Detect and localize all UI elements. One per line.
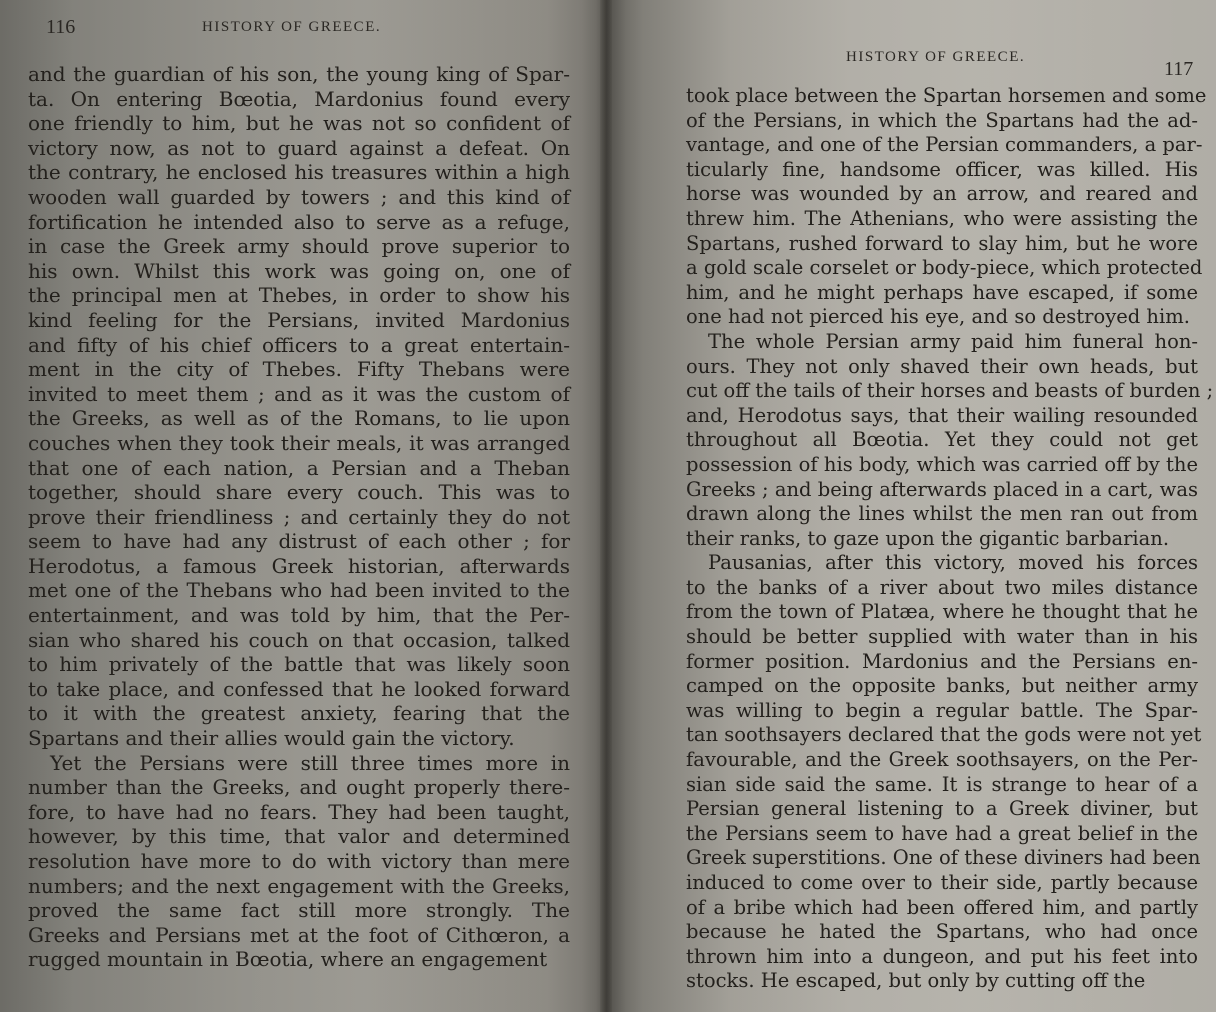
- text-line: victory now, as not to guard against a defeat. On: [28, 135, 570, 160]
- text-line: resolution have more to do with victory than mere: [28, 849, 570, 873]
- left-page: [0, 0, 606, 1012]
- text-line: the Greeks, as well as of the Romans, to lie upon: [28, 406, 570, 431]
- text-line: one had not pierced his eye, and so destroyed him.: [686, 305, 1190, 329]
- text-line: and the guardian of his son, the young king of Spar-: [28, 62, 570, 86]
- text-line: numbers; and the next engagement with the Greeks,: [28, 873, 570, 898]
- text-line: in case the Greek army should prove superior to: [28, 234, 570, 259]
- text-line: tan soothsayers declared that the gods were not yet: [686, 723, 1202, 747]
- text-line: Greeks and Persians met at the foot of Cithœron, a: [28, 922, 570, 947]
- text-line: the Persians seem to have had a great belief in the: [686, 821, 1198, 845]
- text-line: him, and he might perhaps have escaped, if some: [686, 280, 1198, 304]
- text-line: was willing to begin a regular battle. The Spar-: [686, 698, 1198, 722]
- text-line: Greeks ; and being afterwards placed in a cart, was: [686, 477, 1198, 501]
- text-line: vantage, and one of the Persian commanders, a par-: [686, 133, 1203, 157]
- text-line: together, should share every couch. This was to: [28, 480, 570, 505]
- text-line: ment in the city of Thebes. Fifty Thebans were: [28, 357, 570, 382]
- text-line: drawn along the lines whilst the men ran out from: [686, 502, 1198, 526]
- right-running-head: HISTORY OF GREECE.: [846, 49, 1026, 65]
- text-line: and fifty of his chief officers to a great entertain-: [28, 332, 570, 357]
- text-line: kind feeling for the Persians, invited Mardonius: [28, 307, 570, 332]
- text-line: rugged mountain in Bœotia, where an engagement: [28, 947, 548, 972]
- text-line: stocks. He escaped, but only by cutting off the: [686, 969, 1146, 993]
- text-line: to him privately of the battle that was likely soon: [28, 652, 570, 677]
- text-line: to take place, and confessed that he looked forward: [28, 676, 570, 701]
- text-line: thrown him into a dungeon, and put his feet into: [686, 944, 1198, 968]
- text-line: entertainment, and was told by him, that the Per-: [28, 603, 570, 628]
- text-line: camped on the opposite banks, but neither army: [686, 674, 1198, 698]
- text-line: their ranks, to gaze upon the gigantic barbarian.: [686, 526, 1170, 550]
- text-line: Spartans, rushed forward to slay him, but he wore: [686, 231, 1198, 255]
- text-line: from the town of Platæa, where he thought that he: [686, 600, 1198, 624]
- text-line: horse was wounded by an arrow, and reared and: [686, 182, 1198, 206]
- text-line: favourable, and the Greek soothsayers, on the Per-: [686, 748, 1198, 772]
- text-line: Herodotus, a famous Greek historian, afterwards: [28, 553, 570, 578]
- text-line: possession of his body, which was carried off by the: [686, 452, 1198, 476]
- text-line: sian who shared his couch on that occasion, talked: [28, 627, 570, 652]
- text-line: one friendly to him, but he was not so confident of: [28, 111, 570, 136]
- text-line: invited to meet them ; and as it was the custom of: [28, 381, 570, 406]
- left-running-head: HISTORY OF GREECE.: [202, 19, 382, 35]
- text-line: ticularly fine, handsome officer, was killed. His: [686, 157, 1198, 181]
- text-line: a gold scale corselet or body-piece, which protected: [686, 256, 1203, 280]
- text-line: throughout all Bœotia. Yet they could not get: [686, 428, 1198, 452]
- text-line: took place between the Spartan horsemen and some: [686, 84, 1207, 107]
- text-line: Persian general listening to a Greek diviner, but: [686, 797, 1198, 821]
- text-line: fore, to have had no fears. They had been taught,: [28, 799, 570, 824]
- text-line: prove their friendliness ; and certainly they do not: [28, 504, 570, 529]
- text-line: of a bribe which had been offered him, and partly: [686, 895, 1198, 919]
- text-line: Spartans and their allies would gain the victory.: [28, 726, 515, 751]
- text-line: number than the Greeks, and ought properly there-: [28, 775, 570, 800]
- text-line: met one of the Thebans who had been invited to the: [28, 578, 570, 603]
- text-line: induced to come over to their side, partly because: [686, 871, 1198, 894]
- text-line: should be better supplied with water than in his: [686, 625, 1198, 649]
- right-page: [606, 0, 1216, 1012]
- text-line: of the Persians, in which the Spartans had the ad-: [686, 108, 1198, 132]
- text-line: Greek superstitions. One of these diviners had been: [686, 846, 1201, 870]
- text-line: cut off the tails of their horses and beasts of burden ;: [686, 379, 1214, 403]
- text-line: that one of each nation, a Persian and a Theban: [28, 455, 570, 480]
- text-line: to it with the greatest anxiety, fearing that the: [28, 701, 570, 726]
- left-page-text: [28, 62, 570, 972]
- text-line: proved the same fact still more strongly. The: [28, 898, 570, 923]
- text-line: ours. They not only shaved their own heads, but: [686, 354, 1198, 378]
- text-line: the principal men at Thebes, in order to show his: [28, 283, 570, 308]
- text-line: to the banks of a river about two miles distance: [686, 575, 1198, 599]
- text-line: threw him. The Athenians, who were assisting the: [686, 206, 1198, 230]
- right-page-number: 117: [1164, 58, 1194, 80]
- text-line: couches when they took their meals, it was arranged: [28, 430, 570, 455]
- text-line: seem to have had any distrust of each other ; for: [28, 529, 570, 554]
- text-line: because he hated the Spartans, who had once: [686, 920, 1198, 944]
- text-line: ta. On entering Bœotia, Mardonius found every: [28, 86, 570, 111]
- text-line: Yet the Persians were still three times more in: [50, 750, 570, 775]
- text-line: the contrary, he enclosed his treasures within a high: [28, 160, 570, 185]
- text-line: however, by this time, that valor and determined: [28, 824, 570, 849]
- right-page-text: [686, 84, 1214, 994]
- text-line: Pausanias, after this victory, moved his forces: [708, 551, 1198, 575]
- text-line: fortification he intended also to serve as a refuge,: [28, 209, 570, 234]
- left-page-number: 116: [46, 16, 76, 38]
- text-line: sian side said the same. It is strange to hear of a: [686, 772, 1198, 796]
- text-line: his own. Whilst this work was going on, one of: [28, 258, 570, 283]
- text-line: wooden wall guarded by towers ; and this kind of: [28, 184, 570, 209]
- text-line: former position. Mardonius and the Persians en-: [686, 649, 1198, 673]
- text-line: The whole Persian army paid him funeral hon-: [708, 329, 1198, 353]
- text-line: and, Herodotus says, that their wailing resounded: [686, 403, 1198, 427]
